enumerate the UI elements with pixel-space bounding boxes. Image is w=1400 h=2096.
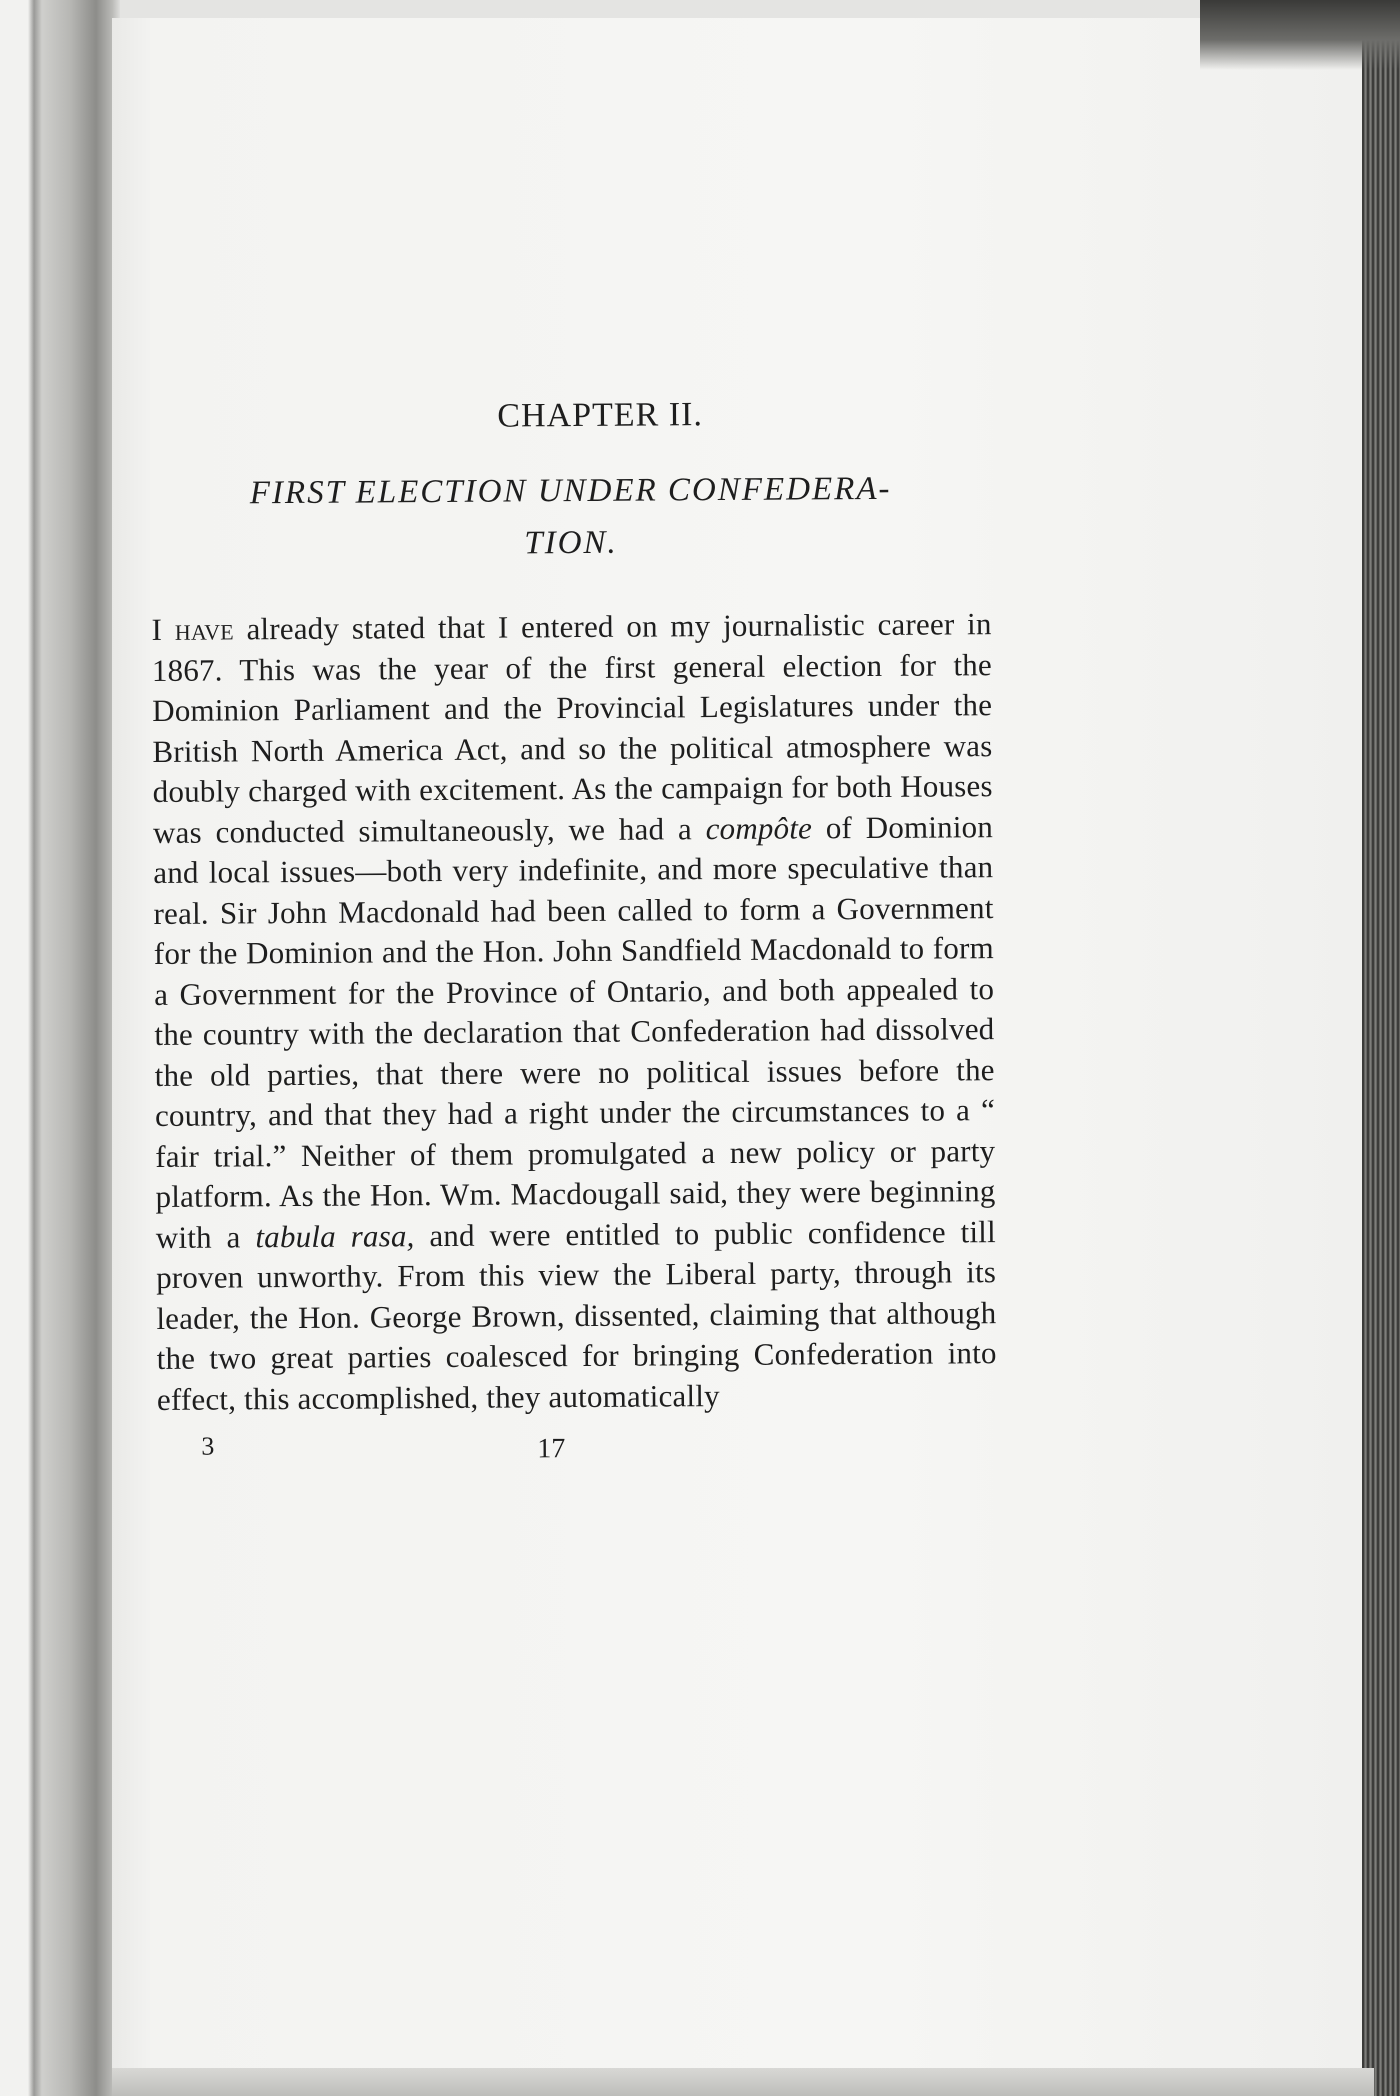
body-opening-word: I (151, 611, 175, 647)
page-text-block (150, 394, 997, 1472)
book-spine-shadow (0, 0, 120, 2096)
page-number: 17 (537, 1433, 566, 1465)
body-paragraph (151, 604, 997, 1420)
body-text-part-1: already stated that I entered on my journalistic career in 1867. This was the year of the first general election for the Dominion Parliament and the Provincial Legislatures under the British North America Act, and so the political atmosphere was doubly charged with excitement. As the campaign for both Houses was conducted simultaneously, we had a (151, 606, 993, 850)
chapter-title-line-2: TION. (524, 524, 618, 562)
body-smallcaps-word: have (174, 611, 234, 647)
book-bottom-edge (112, 2068, 1374, 2096)
book-cover-edge (1362, 0, 1400, 2096)
chapter-title-line-1: FIRST ELECTION UNDER CONFEDERA- (249, 470, 892, 512)
body-italic-compote: compôte (705, 809, 813, 846)
body-italic-tabula-rasa: tabula rasa, (255, 1217, 415, 1254)
signature-mark: 3 (201, 1431, 215, 1461)
chapter-title (150, 462, 991, 572)
book-top-corner (1200, 0, 1400, 70)
chapter-heading: CHAPTER II. (497, 396, 704, 435)
page-footer (157, 1426, 997, 1472)
body-text-part-3: and were entitled to public confidence till proven unworthy. From this view the Liberal party, through its leader, the Hon. George Brown, dissented, claiming that although the two great parties coalesced for bringing Confederation into effect, this accomplished, they automatically (156, 1213, 997, 1417)
body-text-part-2: of Dominion and local issues—both very indefinite, and more speculative than real. Sir John Macdonald had been called to form a Government for the Dominion and the Hon. John Sandfield Macdonald to form a Government for the Province of Ontario, and both appealed to the country with the declaration that Confederation had dissolved the old parties, that there were no political issues before the country, and that they had a right under the circumstances to a “ fair trial.” Neither of them promulgated a new policy or party platform. As the Hon. Wm. Macdougall said, they were beginning with a (153, 808, 996, 1255)
